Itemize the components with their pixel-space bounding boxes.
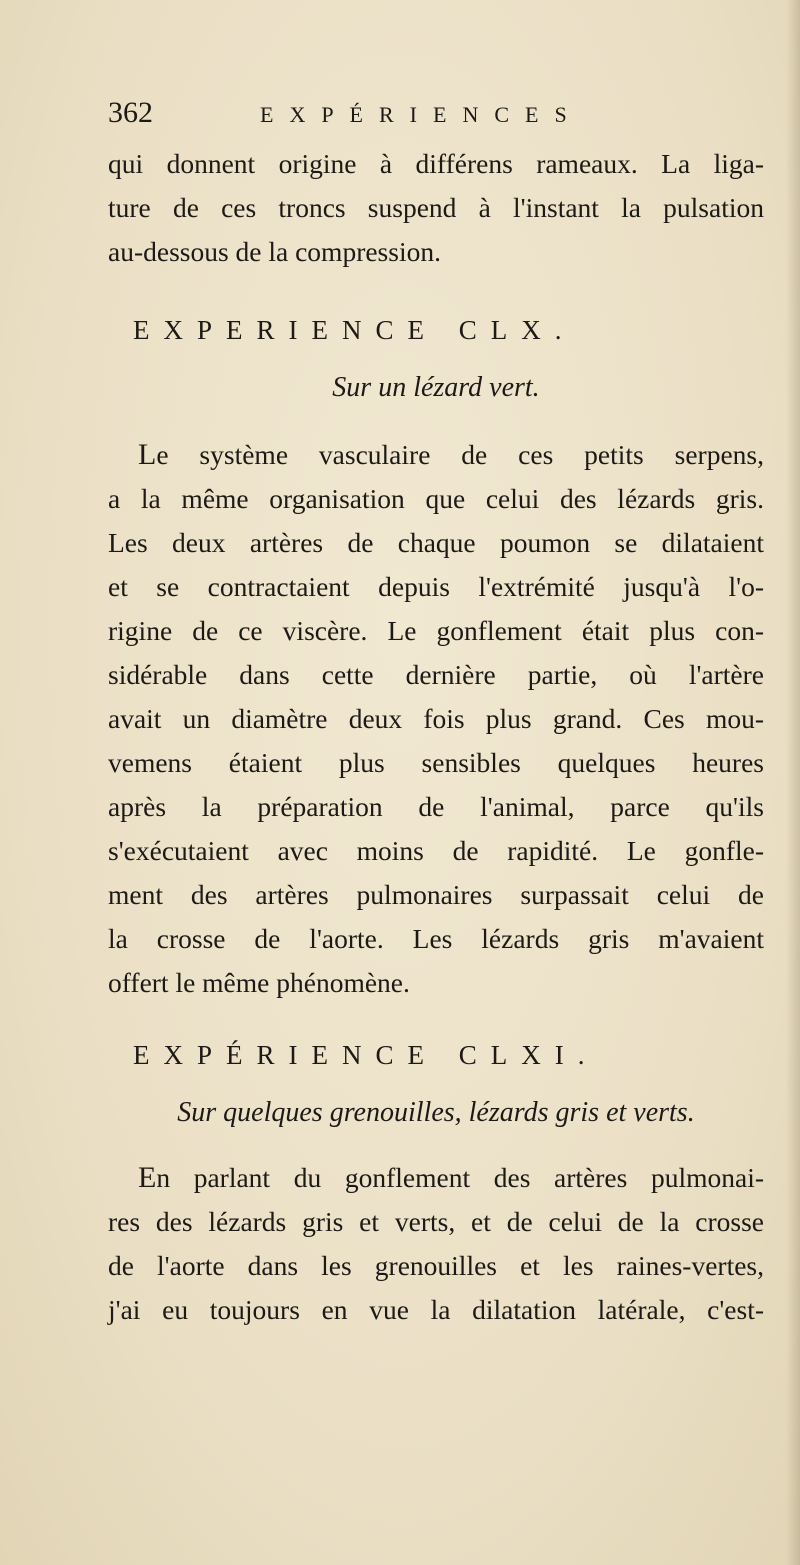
text-line: sidérable dans cette dernière partie, où l'artère [108,659,764,690]
text-line: j'ai eu toujours en vue la dilatation latérale, c'est- [108,1294,764,1325]
page-number: 362 [108,96,153,129]
text-line: s'exécutaient avec moins de rapidité. Le gonfle- [108,835,764,866]
text-line: offert le même phénomène. [108,967,410,998]
text-line: Les deux artères de chaque poumon se dilataient [108,527,764,558]
text-line: vemens étaient plus sensibles quelques heures [108,747,764,778]
experiment-heading: EXPERIENCE CLX. [133,315,576,345]
experiment-subtitle: Sur un lézard vert. [332,372,540,403]
text-line: Le système vasculaire de ces petits serpens, [138,438,764,471]
text-line: qui donnent origine à différens rameaux. La liga- [108,148,764,179]
text-line: au-dessous de la compression. [108,236,441,267]
running-title: EXPÉRIENCES [260,102,583,127]
text-line: la crosse de l'aorte. Les lézards gris m'avaient [108,923,764,954]
page-edge-shadow [786,0,800,1565]
text-line: En parlant du gonflement des artères pulmonai- [138,1161,764,1194]
experiment-subtitle: Sur quelques grenouilles, lézards gris et verts. [177,1097,695,1128]
text-line: a la même organisation que celui des lézards gris. [108,483,764,514]
text-line: de l'aorte dans les grenouilles et les raines-vertes, [108,1250,764,1281]
text-line: après la préparation de l'animal, parce qu'ils [108,791,764,822]
experiment-heading: EXPÉRIENCE CLXI. [133,1040,599,1070]
text-line: et se contractaient depuis l'extrémité jusqu'à l'o- [108,571,764,602]
text-line: rigine de ce viscère. Le gonflement était plus con- [108,615,764,646]
text-line: res des lézards gris et verts, et de celui de la crosse [108,1206,764,1237]
text-line: ture de ces troncs suspend à l'instant la pulsation [108,192,764,223]
text-line: avait un diamètre deux fois plus grand. Ces mou- [108,703,764,734]
text-line: ment des artères pulmonaires surpassait celui de [108,879,764,910]
running-head [108,96,668,136]
